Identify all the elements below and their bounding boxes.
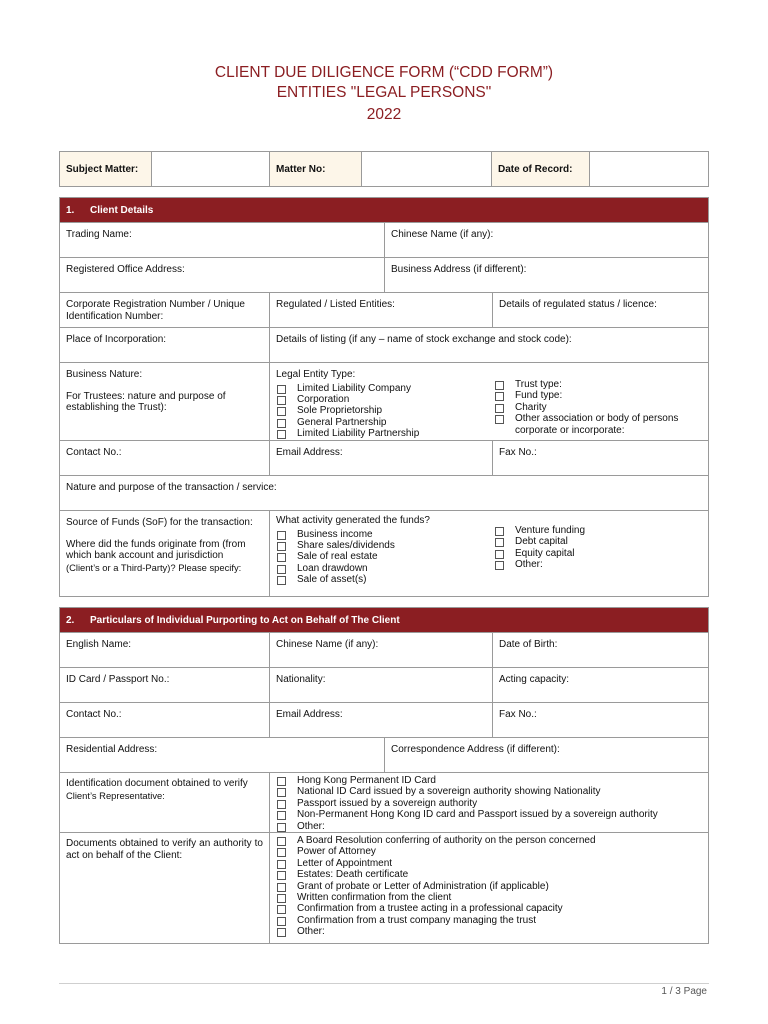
date-of-record-label: Date of Record: <box>492 152 590 186</box>
section-2-number: 2. <box>66 614 75 626</box>
id-doc-label-cell <box>60 773 270 832</box>
checkbox-icon[interactable] <box>277 396 286 405</box>
business-nature-label: Business Nature: <box>66 369 143 380</box>
checkbox-death-certificate[interactable]: Estates: Death certificate <box>276 869 702 880</box>
fax-label: Fax No.: <box>499 447 537 458</box>
form-year: 2022 <box>366 106 402 123</box>
individual-fax-field[interactable] <box>493 703 708 737</box>
chinese-name-field[interactable] <box>385 223 708 257</box>
checkbox-icon[interactable] <box>277 419 286 428</box>
checkbox-debt-capital[interactable]: Debt capital <box>494 536 699 547</box>
nationality-field[interactable] <box>270 668 493 702</box>
checkbox-general-partnership[interactable]: General Partnership <box>276 417 494 428</box>
correspondence-address-field[interactable] <box>385 738 708 772</box>
checkbox-grant-of-probate[interactable]: Grant of probate or Letter of Administration (if applicable) <box>276 881 702 892</box>
regulated-entities-label: Regulated / Listed Entities: <box>276 299 395 310</box>
header-table <box>59 151 709 187</box>
checkbox-icon[interactable] <box>495 415 504 424</box>
checkbox-venture-funding[interactable]: Venture funding <box>494 525 699 536</box>
chinese-name-label: Chinese Name (if any): <box>391 229 494 240</box>
row-registration <box>60 292 708 327</box>
date-of-record-field[interactable] <box>590 152 708 186</box>
business-address-field[interactable] <box>385 258 708 292</box>
trading-name-label: Trading Name: <box>66 229 132 240</box>
correspondence-address-label: Correspondence Address (if different): <box>391 744 560 755</box>
checkbox-other-authority[interactable]: Other: <box>276 926 702 937</box>
date-of-birth-field[interactable] <box>493 633 708 667</box>
place-of-incorporation-label: Place of Incorporation: <box>66 334 167 345</box>
registered-office-field[interactable] <box>60 258 385 292</box>
row-contact <box>60 440 708 475</box>
individual-fax-label: Fax No.: <box>499 709 537 720</box>
checkbox-icon[interactable] <box>277 894 286 903</box>
english-name-label: English Name: <box>66 639 132 650</box>
checkbox-icon[interactable] <box>495 381 504 390</box>
checkbox-icon[interactable] <box>277 837 286 846</box>
row-individual-contact <box>60 702 708 737</box>
checkbox-sale-of-assets[interactable]: Sale of asset(s) <box>276 574 494 585</box>
source-of-funds-label: Source of Funds (SoF) for the transaction: <box>66 517 253 528</box>
id-doc-label-2: Client’s Representative: <box>66 789 165 801</box>
regulated-status-field[interactable] <box>493 293 708 327</box>
funds-origin-tail: (Client’s or a Third-Party)? Please specify: <box>66 561 242 573</box>
row-nature-purpose <box>60 475 708 510</box>
residential-address-label: Residential Address: <box>66 744 158 755</box>
row-names <box>60 632 708 667</box>
row-business-nature <box>60 362 708 440</box>
checkbox-icon[interactable] <box>495 561 504 570</box>
checkbox-icon[interactable] <box>277 788 286 797</box>
section-1-number: 1. <box>66 204 75 216</box>
checkbox-sole-proprietorship[interactable]: Sole Proprietorship <box>276 405 494 416</box>
form-subtitle: ENTITIES "LEGAL PERSONS" <box>276 84 492 101</box>
checkbox-passport[interactable]: Passport issued by a sovereign authority <box>276 798 702 809</box>
checkbox-non-permanent-hk-id[interactable]: Non-Permanent Hong Kong ID card and Passport issued by a sovereign authority <box>276 809 702 820</box>
checkbox-national-id[interactable]: National ID Card issued by a sovereign authority showing Nationality <box>276 786 702 797</box>
page-number: 1 / 3 Page <box>661 986 707 997</box>
contact-no-label: Contact No.: <box>66 447 122 458</box>
individual-contact-no-label: Contact No.: <box>66 709 122 720</box>
email-label: Email Address: <box>276 447 343 458</box>
checkbox-icon[interactable] <box>495 527 504 536</box>
individual-chinese-name-label: Chinese Name (if any): <box>276 639 379 650</box>
individual-email-field[interactable] <box>270 703 493 737</box>
row-source-of-funds <box>60 510 708 596</box>
row-incorporation <box>60 327 708 362</box>
row-authority-documents <box>60 832 708 943</box>
checkbox-icon[interactable] <box>277 407 286 416</box>
authority-label-cell <box>60 833 270 943</box>
checkbox-business-income[interactable]: Business income <box>276 529 494 540</box>
form-title: CLIENT DUE DILIGENCE FORM (“CDD FORM”) <box>214 64 554 81</box>
activity-field <box>270 511 708 596</box>
section-2-title: Particulars of Individual Purporting to Act on Behalf of The Client <box>90 614 400 626</box>
checkbox-trustee-confirmation[interactable]: Confirmation from a trustee acting in a professional capacity <box>276 903 702 914</box>
authority-label: Documents obtained to verify an authority to act on behalf of the Client: <box>66 838 263 861</box>
individual-contact-no-field[interactable] <box>60 703 270 737</box>
footer-divider <box>59 983 709 984</box>
registered-office-label: Registered Office Address: <box>66 264 185 275</box>
acting-capacity-field[interactable] <box>493 668 708 702</box>
checkbox-icon[interactable] <box>277 905 286 914</box>
checkbox-icon[interactable] <box>277 848 286 857</box>
checkbox-icon[interactable] <box>277 871 286 880</box>
trustees-note: For Trustees: nature and purpose of establishing the Trust): <box>66 390 226 413</box>
checkbox-trust-type[interactable]: Trust type: <box>494 379 699 390</box>
corp-reg-number-label: Corporate Registration Number / Unique Identification Number: <box>66 299 245 322</box>
checkbox-other-id[interactable]: Other: <box>276 821 702 832</box>
row-id-documents <box>60 772 708 832</box>
regulated-status-label: Details of regulated status / licence: <box>499 299 657 310</box>
acting-capacity-label: Acting capacity: <box>499 674 570 685</box>
activities-right <box>494 517 699 596</box>
checkbox-icon[interactable] <box>277 553 286 562</box>
checkbox-board-resolution[interactable]: A Board Resolution conferring of authority on the person concerned <box>276 835 702 846</box>
trading-name-field[interactable] <box>60 223 385 257</box>
checkbox-loan-drawdown[interactable]: Loan drawdown <box>276 563 494 574</box>
checkbox-written-confirmation[interactable]: Written confirmation from the client <box>276 892 702 903</box>
corp-reg-number-field[interactable] <box>60 293 270 327</box>
checkbox-limited-liability-partnership[interactable]: Limited Liability Partnership <box>276 428 494 439</box>
checkbox-letter-of-appointment[interactable]: Letter of Appointment <box>276 858 702 869</box>
checkbox-icon[interactable] <box>495 550 504 559</box>
checkbox-other-association[interactable]: Other association or body of persons corporate or incorporate: <box>494 413 699 436</box>
matter-no-label: Matter No: <box>270 152 362 186</box>
legal-entity-type-label: Legal Entity Type: <box>276 369 356 380</box>
subject-matter-label: Subject Matter: <box>60 152 152 186</box>
date-of-birth-label: Date of Birth: <box>499 639 558 650</box>
subject-matter-field[interactable] <box>152 152 270 186</box>
activities-left <box>276 529 494 586</box>
english-name-field[interactable] <box>60 633 270 667</box>
authority-docs-list <box>270 833 708 943</box>
checkbox-icon[interactable] <box>277 860 286 869</box>
contact-no-field[interactable] <box>60 441 270 475</box>
id-passport-field[interactable] <box>60 668 270 702</box>
checkbox-icon[interactable] <box>495 392 504 401</box>
checkbox-icon[interactable] <box>277 777 286 786</box>
checkbox-icon[interactable] <box>495 538 504 547</box>
checkbox-icon[interactable] <box>277 928 286 937</box>
residential-address-field[interactable] <box>60 738 385 772</box>
checkbox-icon[interactable] <box>277 917 286 926</box>
checkbox-fund-type[interactable]: Fund type: <box>494 390 699 401</box>
fax-field[interactable] <box>493 441 708 475</box>
id-docs-list <box>270 773 708 832</box>
checkbox-other-funds[interactable]: Other: <box>494 559 699 570</box>
row-individual-addresses <box>60 737 708 772</box>
section-individual-particulars <box>59 607 709 944</box>
details-of-listing-label: Details of listing (if any – name of stock exchange and stock code): <box>276 334 572 345</box>
checkbox-icon[interactable] <box>495 404 504 413</box>
individual-email-label: Email Address: <box>276 709 343 720</box>
activity-question: What activity generated the funds? <box>276 515 430 526</box>
checkbox-sale-of-real-estate[interactable]: Sale of real estate <box>276 551 494 562</box>
checkbox-limited-liability-company[interactable]: Limited Liability Company <box>276 383 494 394</box>
row-identity <box>60 667 708 702</box>
source-of-funds-field[interactable] <box>60 511 270 596</box>
regulated-entities-field[interactable] <box>270 293 493 327</box>
email-field[interactable] <box>270 441 493 475</box>
checkbox-icon[interactable] <box>277 811 286 820</box>
row-addresses <box>60 257 708 292</box>
checkbox-icon[interactable] <box>277 430 286 439</box>
checkbox-charity[interactable]: Charity <box>494 402 699 413</box>
business-address-label: Business Address (if different): <box>391 264 527 275</box>
checkbox-icon[interactable] <box>277 385 286 394</box>
nature-purpose-label: Nature and purpose of the transaction / service: <box>66 482 277 493</box>
legal-entity-type-field <box>270 363 708 440</box>
section-1-title: Client Details <box>90 204 154 216</box>
nature-purpose-field[interactable] <box>60 476 708 510</box>
id-passport-label: ID Card / Passport No.: <box>66 674 170 685</box>
place-of-incorporation-field[interactable] <box>60 328 270 362</box>
row-trading-name <box>60 222 708 257</box>
checkbox-icon[interactable] <box>277 531 286 540</box>
section-client-details <box>59 197 709 597</box>
checkbox-icon[interactable] <box>277 823 286 832</box>
checkbox-trust-company-confirmation[interactable]: Confirmation from a trust company managing the trust <box>276 915 702 926</box>
checkbox-corporation[interactable]: Corporation <box>276 394 494 405</box>
checkbox-icon[interactable] <box>277 576 286 585</box>
matter-no-field[interactable] <box>362 152 492 186</box>
checkbox-icon[interactable] <box>277 800 286 809</box>
section-1-header <box>60 198 708 222</box>
business-nature-field[interactable] <box>60 363 270 440</box>
entity-types-left <box>276 383 494 440</box>
id-doc-label: Identification document obtained to verify <box>66 778 248 789</box>
checkbox-icon[interactable] <box>277 565 286 574</box>
checkbox-icon[interactable] <box>277 542 286 551</box>
checkbox-equity-capital[interactable]: Equity capital <box>494 548 699 559</box>
checkbox-power-of-attorney[interactable]: Power of Attorney <box>276 846 702 857</box>
individual-chinese-name-field[interactable] <box>270 633 493 667</box>
details-of-listing-field[interactable] <box>270 328 708 362</box>
section-2-header <box>60 608 708 632</box>
checkbox-share-sales[interactable]: Share sales/dividends <box>276 540 494 551</box>
entity-types-right <box>494 371 699 440</box>
nationality-label: Nationality: <box>276 674 326 685</box>
funds-origin-text: Where did the funds originate from (from which bank account and jurisdiction <box>66 538 246 561</box>
checkbox-hk-permanent-id[interactable]: Hong Kong Permanent ID Card <box>276 775 702 786</box>
checkbox-icon[interactable] <box>277 883 286 892</box>
